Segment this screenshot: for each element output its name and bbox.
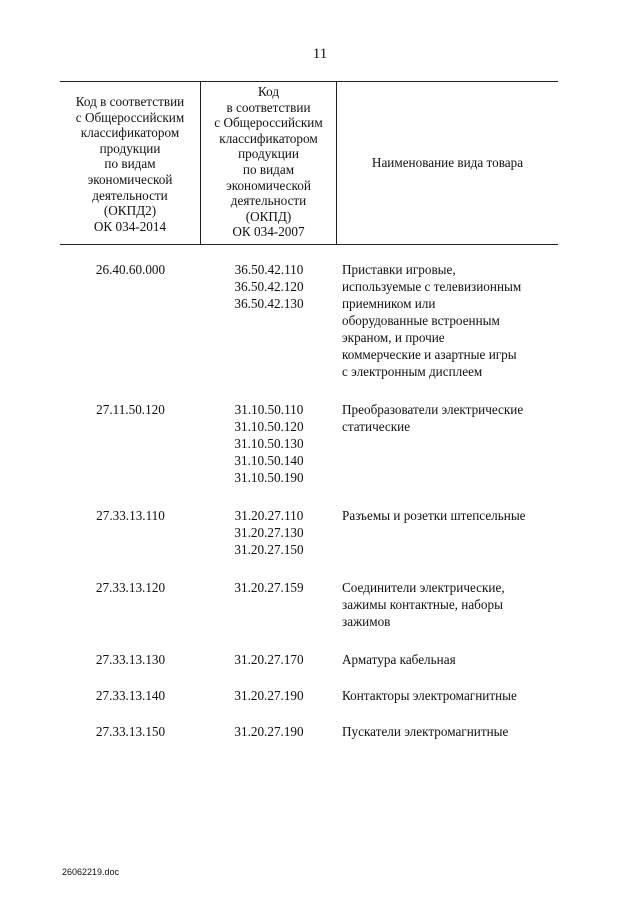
header-okpd-line: по видам [242, 161, 295, 177]
goods-name-line: Пускатели электромагнитные [342, 724, 509, 740]
goods-name [337, 579, 558, 630]
header-okpd-line: деятельности [230, 193, 307, 209]
okpd-codes [201, 723, 337, 740]
okpd-codes [201, 401, 337, 486]
goods-name-line: используемые с телевизионным [342, 279, 522, 295]
okpd-code: 31.20.27.159 [234, 580, 304, 596]
goods-name-line: оборудованные встроенным [342, 313, 500, 329]
okpd-codes [201, 651, 337, 668]
okpd2-code: 27.33.13.110 [96, 508, 165, 524]
okpd2-code: 26.40.60.000 [95, 262, 166, 278]
header-okpd-line: классификатором [219, 130, 318, 146]
okpd2-code: 27.33.13.140 [95, 688, 166, 704]
table-row [60, 723, 558, 740]
goods-name-line: приемником или [342, 296, 436, 312]
goods-name-line: зажимов [342, 614, 391, 630]
goods-name [337, 651, 558, 668]
goods-name-line: Арматура кабельная [342, 652, 456, 668]
okpd2-code: 27.11.50.120 [96, 402, 165, 418]
okpd-code: 31.20.27.150 [234, 542, 304, 558]
okpd-code: 31.20.27.110 [234, 508, 304, 524]
header-okpd2-line: Код в соответствии [75, 94, 185, 109]
okpd-code: 31.10.50.120 [234, 419, 304, 435]
okpd-codes [201, 261, 337, 380]
header-name-text: Наименование вида товара [371, 155, 524, 171]
okpd-codes [201, 687, 337, 704]
table-row [60, 261, 558, 380]
header-okpd-line: (ОКПД) [245, 208, 292, 224]
table-body [60, 245, 558, 740]
okpd-code: 31.10.50.190 [234, 470, 304, 486]
okpd-codes [201, 579, 337, 630]
header-okpd2-line: (ОКПД2) [103, 203, 157, 219]
okpd-code: 31.10.50.140 [234, 453, 304, 469]
table-row [60, 579, 558, 630]
goods-name-line: Разъемы и розетки штепсельные [342, 508, 526, 524]
goods-name-line: экраном, и прочие [342, 330, 445, 346]
okpd-code: 31.20.27.190 [234, 724, 304, 740]
okpd-code: 31.20.27.130 [234, 525, 304, 541]
okpd2-code: 27.33.13.130 [95, 652, 166, 668]
okpd-code: 31.20.27.170 [234, 652, 304, 668]
header-okpd-line: экономической [226, 177, 311, 193]
goods-name-line: Приставки игровые, [342, 262, 456, 278]
okpd-code: 36.50.42.130 [234, 296, 304, 312]
okpd2-code: 27.33.13.150 [95, 724, 166, 740]
goods-name-line: Контакторы электромагнитные [342, 688, 517, 704]
goods-name [337, 723, 558, 740]
header-okpd-line: с Общероссийским [214, 115, 323, 131]
goods-name [337, 401, 558, 486]
goods-name-line: Преобразователи электрические [342, 402, 524, 418]
goods-name-line: Соединители электрические, [342, 580, 505, 596]
header-okpd-line: продукции [238, 146, 299, 162]
okpd2-code: 27.33.13.120 [95, 580, 166, 596]
page-number: 11 [312, 46, 328, 62]
header-okpd [201, 82, 337, 244]
header-okpd2-line: деятельности [92, 187, 168, 203]
goods-name-line: статические [342, 419, 411, 435]
okpd-code: 36.50.42.110 [234, 262, 304, 278]
goods-name-line: коммерческие и азартные игры [342, 347, 517, 363]
table-row [60, 651, 558, 668]
header-okpd-line: Код [257, 84, 280, 99]
table-row [60, 687, 558, 704]
okpd-code: 31.10.50.110 [234, 402, 304, 418]
goods-name [337, 261, 558, 380]
okpd-code: 36.50.42.120 [234, 279, 304, 295]
header-okpd-line: в соответствии [226, 99, 311, 115]
table-row [60, 507, 558, 558]
table-header [60, 81, 558, 245]
goods-name [337, 507, 558, 558]
header-okpd2 [60, 82, 201, 244]
goods-name-line: с электронным дисплеем [342, 364, 483, 380]
header-okpd2-line: продукции [99, 140, 161, 156]
header-okpd2-line: экономической [87, 171, 173, 187]
goods-name [337, 687, 558, 704]
header-okpd2-line: с Общероссийским [75, 109, 185, 125]
okpd-codes [201, 507, 337, 558]
header-name [337, 82, 558, 244]
header-okpd2-line: ОК 034-2014 [93, 218, 167, 234]
goods-table [60, 81, 558, 740]
header-okpd2-line: по видам [104, 156, 156, 172]
header-okpd-line: ОК 034-2007 [232, 224, 305, 240]
footer-file-name: 26062219.doc [62, 867, 120, 877]
header-okpd2-line: классификатором [80, 125, 180, 141]
table-row [60, 401, 558, 486]
okpd-code: 31.20.27.190 [234, 688, 304, 704]
goods-name-line: зажимы контактные, наборы [342, 597, 503, 613]
okpd-code: 31.10.50.130 [234, 436, 304, 452]
